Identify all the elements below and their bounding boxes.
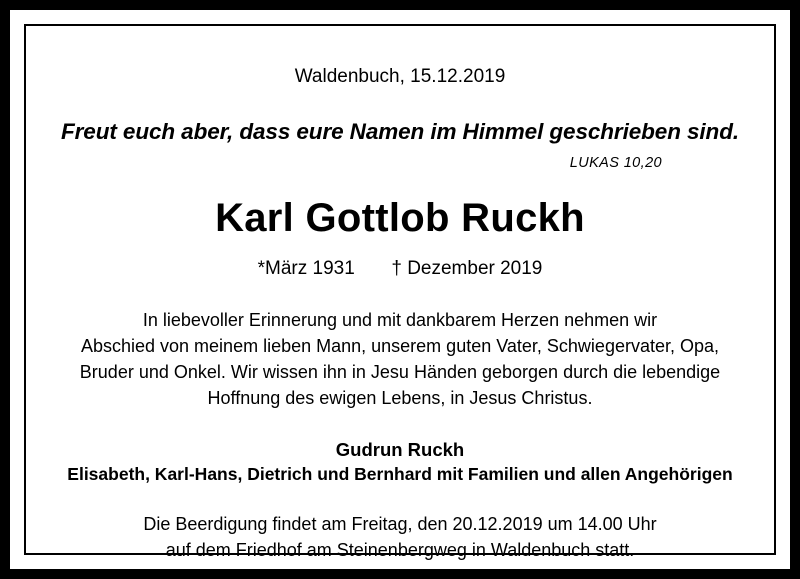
bible-verse-source: LUKAS 10,20 bbox=[569, 155, 662, 171]
funeral-line: auf dem Friedhof am Steinenbergweg in Waldenbuch statt. bbox=[165, 540, 635, 560]
life-dates bbox=[60, 257, 740, 281]
birth-date: *März 1931 bbox=[257, 258, 355, 279]
deceased-name: Karl Gottlob Ruckh bbox=[215, 196, 585, 240]
funeral-details bbox=[60, 511, 740, 563]
place-and-date: Waldenbuch, 15.12.2019 bbox=[294, 66, 506, 87]
funeral-line: Die Beerdigung findet am Freitag, den 20.12.2019 um 14.00 Uhr bbox=[143, 514, 657, 534]
memorial-line: In liebevoller Erinnerung und mit dankbarem Herzen nehmen wir bbox=[142, 310, 658, 330]
bible-verse-text: Freut euch aber, dass eure Namen im Himmel geschrieben sind. bbox=[61, 119, 739, 144]
memorial-message bbox=[60, 307, 740, 411]
death-date: † Dezember 2019 bbox=[391, 258, 543, 279]
mourner-family: Elisabeth, Karl-Hans, Dietrich und Bernhard mit Familien und allen Angehörigen bbox=[67, 464, 733, 484]
obituary-inner-border bbox=[24, 24, 776, 560]
obituary-card bbox=[26, 26, 774, 560]
mourners-list bbox=[60, 437, 740, 487]
memorial-line: Hoffnung des ewigen Lebens, in Jesus Christus. bbox=[207, 388, 593, 408]
mourner-primary: Gudrun Ruckh bbox=[335, 439, 465, 460]
memorial-line: Bruder und Onkel. Wir wissen ihn in Jesu Händen geborgen durch die lebendige bbox=[79, 362, 721, 382]
memorial-line: Abschied von meinem lieben Mann, unserem guten Vater, Schwiegervater, Opa, bbox=[80, 336, 720, 356]
